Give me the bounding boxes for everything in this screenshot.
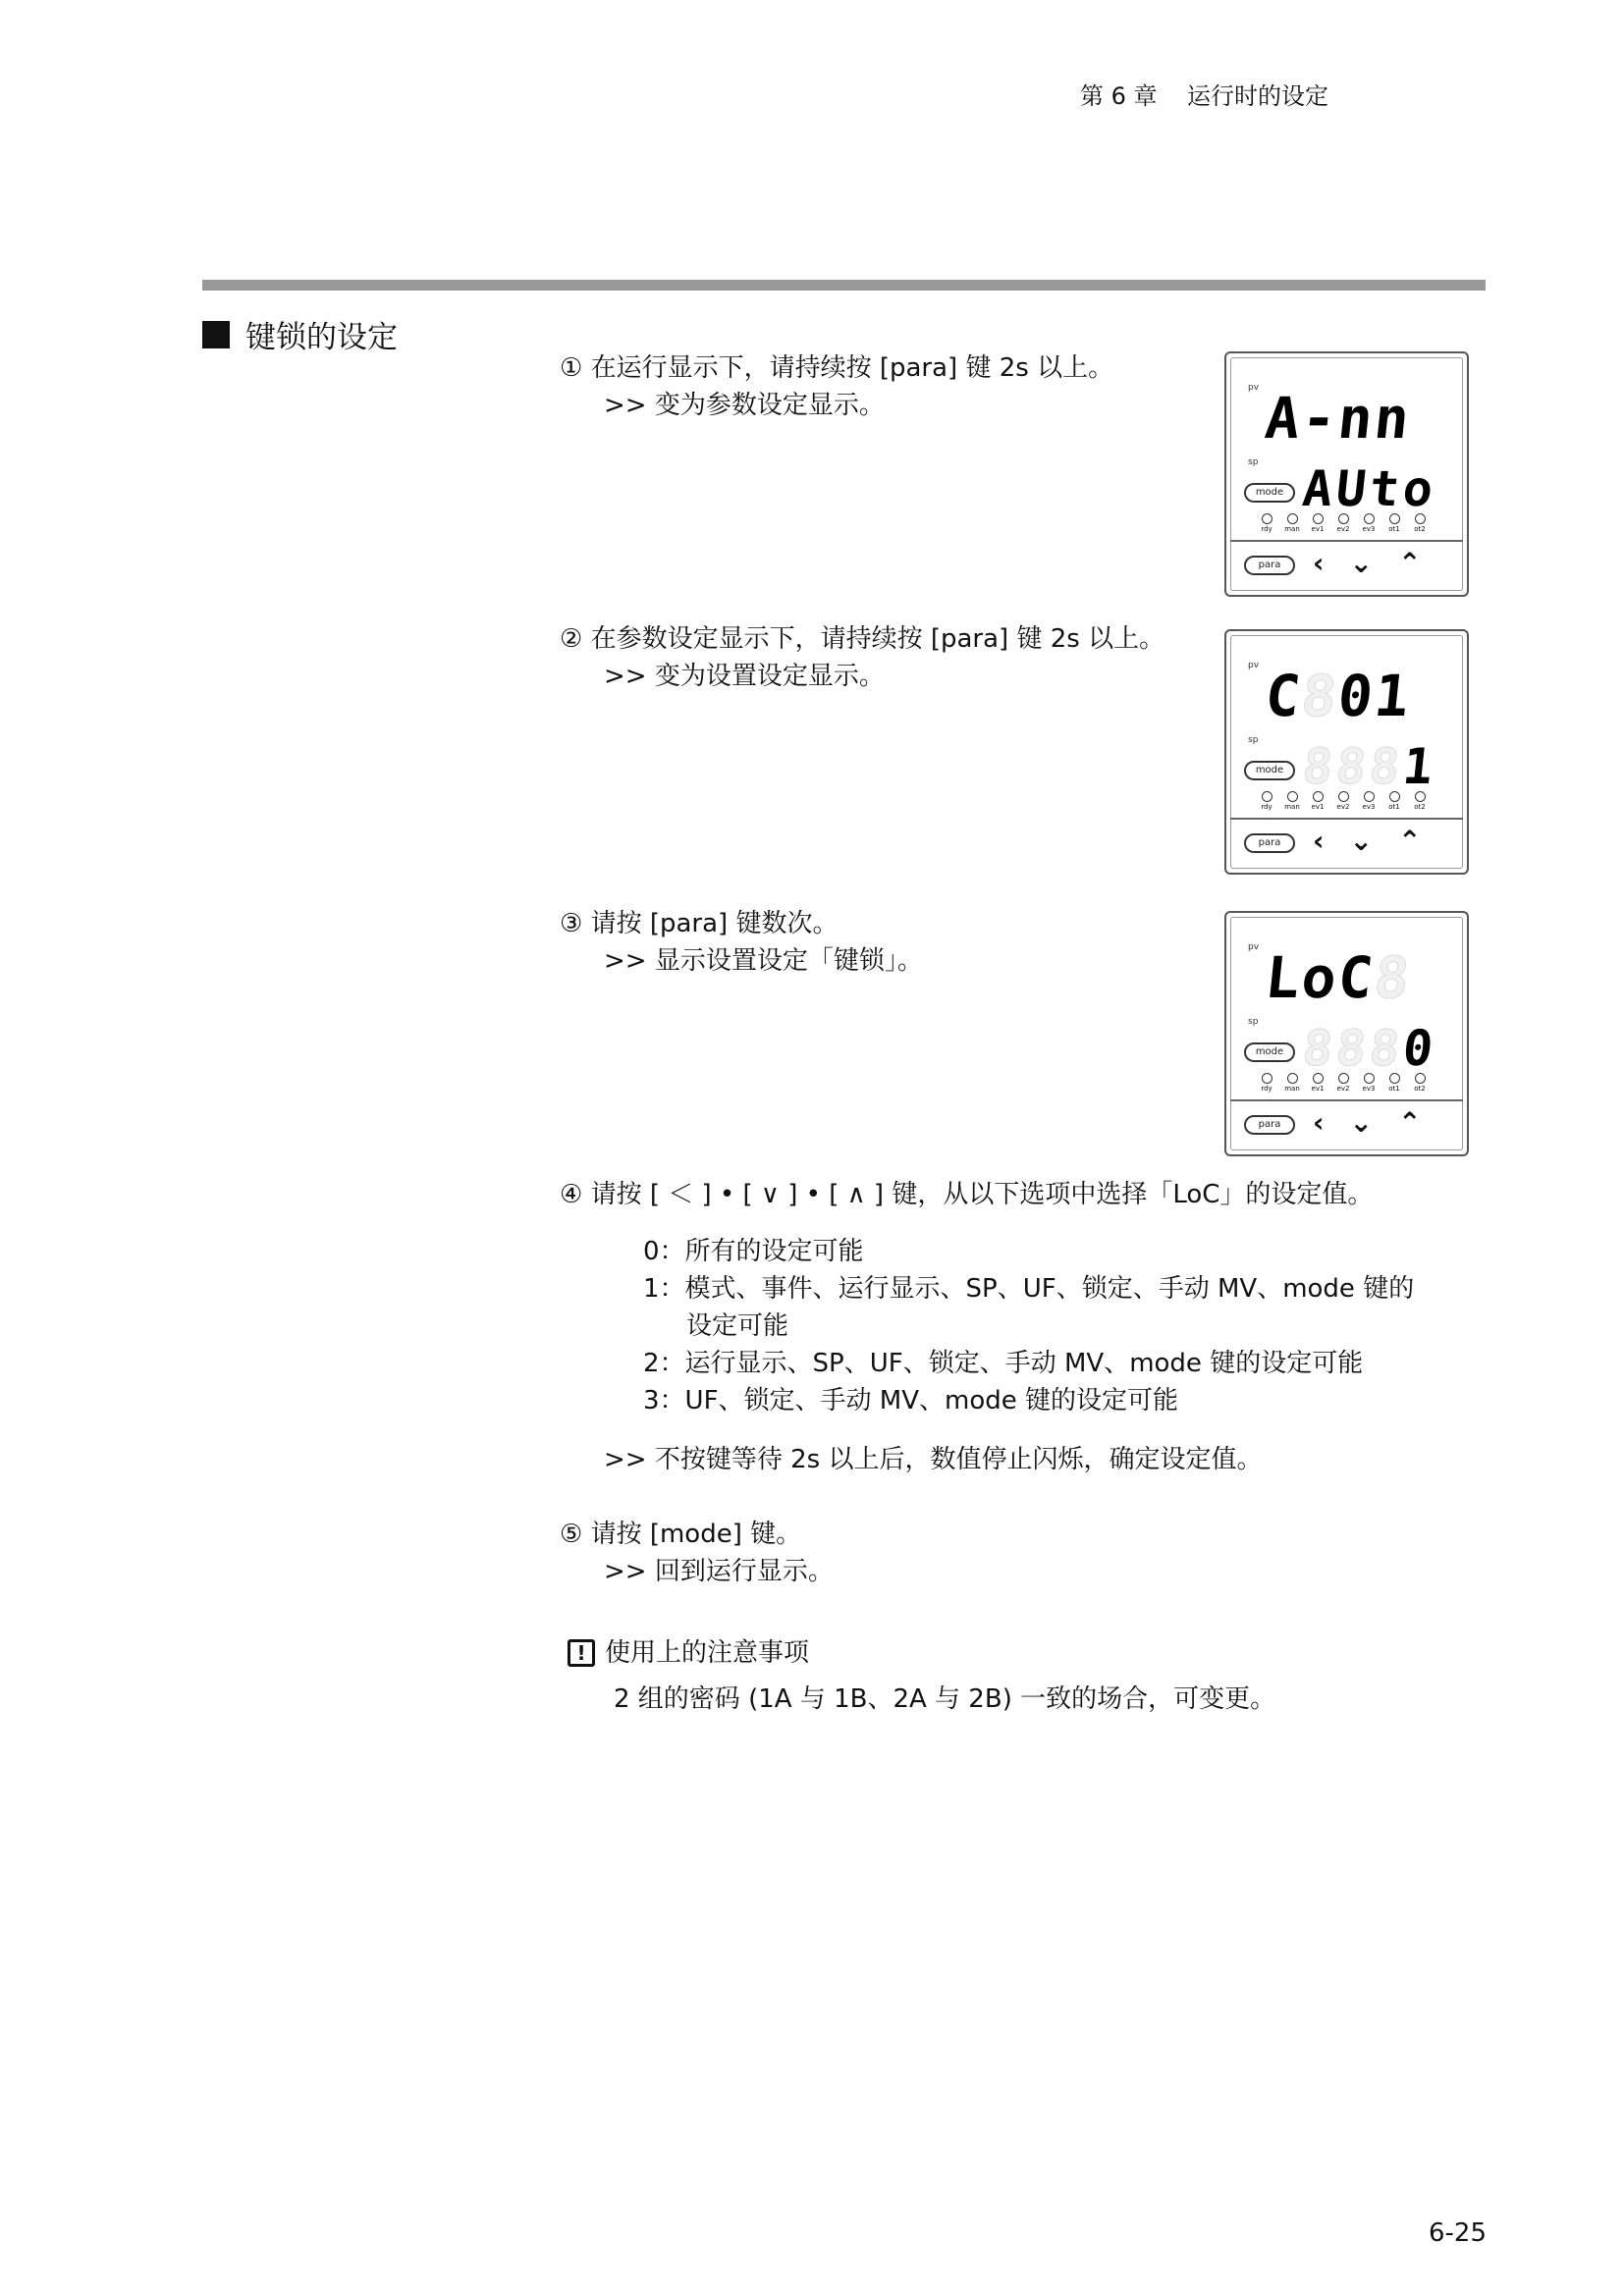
step-3-result: >> 显示设置设定「键锁」。 xyxy=(604,946,923,976)
down-arrow-icon[interactable]: ⌄ xyxy=(1349,547,1374,579)
panel-divider xyxy=(1230,818,1463,820)
indicator-label: ev1 xyxy=(1311,803,1325,811)
step-5 xyxy=(560,1516,834,1590)
indicator-label: rdy xyxy=(1261,525,1272,533)
indicator-label: ev1 xyxy=(1311,1085,1325,1093)
left-arrow-icon[interactable]: ‹ xyxy=(1313,547,1325,579)
indicator-lamp xyxy=(1260,513,1273,533)
indicator-label: man xyxy=(1284,525,1300,533)
indicator-lamp xyxy=(1336,791,1350,811)
indicator-lamp xyxy=(1311,791,1325,811)
sp-digit: 0 xyxy=(1399,1020,1436,1077)
indicator-label: ot1 xyxy=(1388,1085,1400,1093)
pv-digit: n xyxy=(1334,385,1377,452)
arrow-keys xyxy=(1313,547,1422,579)
up-arrow-icon[interactable]: ⌃ xyxy=(1398,825,1422,857)
para-button[interactable]: para xyxy=(1244,1115,1295,1135)
indicator-label: man xyxy=(1284,803,1300,811)
indicator-lamp xyxy=(1285,1073,1299,1093)
indicator-lamp xyxy=(1285,513,1299,533)
pv-digit: o xyxy=(1298,944,1340,1011)
option-3: 3：UF、锁定、手动 MV、mode 键的设定可能 xyxy=(643,1386,1179,1415)
sp-digit: A xyxy=(1299,460,1336,517)
sp-digit: 1 xyxy=(1399,738,1436,795)
step-1-text: ① 在运行显示下，请持续按 [para] 键 2s 以上。 xyxy=(560,353,1114,383)
up-arrow-icon[interactable]: ⌃ xyxy=(1398,1106,1422,1139)
indicator-lamp xyxy=(1387,791,1401,811)
option-0: 0：所有的设定可能 xyxy=(643,1237,864,1266)
pv-digit: L xyxy=(1262,944,1304,1011)
sp-digit: 8 xyxy=(1366,738,1403,795)
lamp-icon xyxy=(1287,1073,1298,1084)
lamp-icon xyxy=(1287,513,1298,524)
pv-digit: 0 xyxy=(1334,663,1377,729)
indicator-label: man xyxy=(1284,1085,1300,1093)
indicator-label: rdy xyxy=(1261,803,1272,811)
indicator-label: ot2 xyxy=(1414,803,1426,811)
lamp-icon xyxy=(1415,1073,1426,1084)
pv-display xyxy=(1262,385,1413,452)
lamp-icon xyxy=(1415,791,1426,802)
controller-panel-3 xyxy=(1224,911,1469,1156)
lamp-icon xyxy=(1338,1073,1349,1084)
indicator-label: ot1 xyxy=(1388,525,1400,533)
indicator-lamp xyxy=(1260,1073,1273,1093)
indicator-lamp xyxy=(1336,513,1350,533)
controller-panel-2 xyxy=(1224,629,1469,875)
sp-display xyxy=(1299,738,1436,795)
sp-digit: 8 xyxy=(1299,738,1336,795)
indicator-lamp xyxy=(1413,513,1427,533)
pv-display xyxy=(1262,944,1413,1011)
step-3 xyxy=(560,905,923,980)
sp-digit: 8 xyxy=(1332,738,1370,795)
left-arrow-icon[interactable]: ‹ xyxy=(1313,1106,1325,1139)
pv-display xyxy=(1262,663,1413,729)
lamp-icon xyxy=(1338,791,1349,802)
section-title: 键锁的设定 xyxy=(245,320,398,355)
pv-digit: 8 xyxy=(1298,663,1340,729)
square-bullet-icon xyxy=(202,321,230,348)
step-5-text: ⑤ 请按 [mode] 键。 xyxy=(560,1520,802,1549)
sp-label: sp xyxy=(1248,735,1259,745)
lamp-icon xyxy=(1415,513,1426,524)
lamp-icon xyxy=(1262,791,1272,802)
step-2 xyxy=(560,620,1164,695)
pv-label: pv xyxy=(1248,661,1260,670)
arrow-keys xyxy=(1313,825,1422,857)
down-arrow-icon[interactable]: ⌄ xyxy=(1349,1106,1374,1139)
indicator-lamp xyxy=(1362,791,1376,811)
indicator-lamp xyxy=(1387,1073,1401,1093)
pv-digit: A xyxy=(1262,385,1304,452)
lamp-icon xyxy=(1389,1073,1400,1084)
sp-digit: 8 xyxy=(1299,1020,1336,1077)
step-4 xyxy=(560,1176,1373,1213)
up-arrow-icon[interactable]: ⌃ xyxy=(1398,547,1422,579)
sp-display xyxy=(1299,460,1436,517)
indicator-lamp xyxy=(1311,513,1325,533)
indicator-lamp xyxy=(1260,791,1273,811)
pv-label: pv xyxy=(1248,942,1260,952)
notice-title: 使用上的注意事项 xyxy=(605,1638,810,1668)
indicator-lamp xyxy=(1311,1073,1325,1093)
option-2: 2：运行显示、SP、UF、锁定、手动 MV、mode 键的设定可能 xyxy=(643,1349,1364,1378)
mode-button[interactable]: mode xyxy=(1244,761,1295,780)
lamp-icon xyxy=(1389,791,1400,802)
indicator-label: ev2 xyxy=(1336,1085,1350,1093)
section-rule xyxy=(202,280,1486,291)
sp-digit: t xyxy=(1366,460,1403,517)
indicator-label: ot2 xyxy=(1414,525,1426,533)
lamp-icon xyxy=(1313,791,1324,802)
lamp-icon xyxy=(1389,513,1400,524)
lamp-icon xyxy=(1313,513,1324,524)
step-2-result: >> 变为设置设定显示。 xyxy=(604,662,885,691)
indicator-label: ev3 xyxy=(1362,1085,1376,1093)
sp-display xyxy=(1299,1020,1436,1077)
step-3-text: ③ 请按 [para] 键数次。 xyxy=(560,909,839,938)
down-arrow-icon[interactable]: ⌄ xyxy=(1349,825,1374,857)
indicator-lamp xyxy=(1336,1073,1350,1093)
lamp-icon xyxy=(1262,513,1272,524)
arrow-keys xyxy=(1313,1106,1422,1139)
sp-label: sp xyxy=(1248,1017,1259,1027)
indicator-lamp xyxy=(1413,791,1427,811)
controller-panel-1 xyxy=(1224,351,1469,597)
option-1: 1：模式、事件、运行显示、SP、UF、锁定、手动 MV、mode 键的 xyxy=(643,1274,1415,1304)
option-1-cont: 设定可能 xyxy=(686,1311,789,1341)
indicator-label: ev3 xyxy=(1362,525,1376,533)
indicator-label: ot1 xyxy=(1388,803,1400,811)
pv-digit: C xyxy=(1262,663,1304,729)
mode-button[interactable]: mode xyxy=(1244,483,1295,503)
sp-label: sp xyxy=(1248,457,1259,467)
sp-digit: 8 xyxy=(1332,1020,1370,1077)
indicator-lamp xyxy=(1362,513,1376,533)
step-4-result: >> 不按键等待 2s 以上后，数值停止闪烁，确定设定值。 xyxy=(604,1445,1263,1474)
pv-digit: 1 xyxy=(1371,663,1413,729)
sp-digit: o xyxy=(1399,460,1436,517)
indicator-label: rdy xyxy=(1261,1085,1272,1093)
step-5-result: >> 回到运行显示。 xyxy=(604,1557,834,1586)
page-number: 6-25 xyxy=(1429,2218,1488,2248)
para-button[interactable]: para xyxy=(1244,833,1295,853)
lamp-icon xyxy=(1262,1073,1272,1084)
lamp-icon xyxy=(1287,791,1298,802)
left-arrow-icon[interactable]: ‹ xyxy=(1313,825,1325,857)
indicator-lamp xyxy=(1285,791,1299,811)
indicator-row xyxy=(1260,791,1427,811)
step-1-result: >> 变为参数设定显示。 xyxy=(604,391,885,420)
indicator-row xyxy=(1260,1073,1427,1093)
para-button[interactable]: para xyxy=(1244,556,1295,575)
indicator-label: ot2 xyxy=(1414,1085,1426,1093)
mode-button[interactable]: mode xyxy=(1244,1042,1295,1062)
chapter-header: 第 6 章 运行时的设定 xyxy=(1080,82,1329,110)
pv-digit: n xyxy=(1371,385,1413,452)
lamp-icon xyxy=(1313,1073,1324,1084)
step-4-text: ④ 请按 [ ＜ ] • [ ∨ ] • [ ∧ ] 键，从以下选项中选择「LoC」的设定值。 xyxy=(560,1180,1374,1209)
pv-digit: C xyxy=(1334,944,1377,1011)
indicator-lamp xyxy=(1362,1073,1376,1093)
sp-digit: U xyxy=(1332,460,1370,517)
step-2-text: ② 在参数设定显示下，请持续按 [para] 键 2s 以上。 xyxy=(560,624,1165,654)
indicator-label: ev2 xyxy=(1336,525,1350,533)
indicator-lamp xyxy=(1413,1073,1427,1093)
pv-digit: 8 xyxy=(1371,944,1413,1011)
pv-digit: - xyxy=(1298,385,1340,452)
exclamation-box-icon: ! xyxy=(568,1639,595,1667)
panel-divider xyxy=(1230,540,1463,542)
pv-label: pv xyxy=(1248,383,1260,393)
notice-text: 2 组的密码 (1A 与 1B、2A 与 2B) 一致的场合，可变更。 xyxy=(614,1684,1276,1714)
sp-digit: 8 xyxy=(1366,1020,1403,1077)
indicator-label: ev1 xyxy=(1311,525,1325,533)
lamp-icon xyxy=(1364,791,1375,802)
lamp-icon xyxy=(1364,513,1375,524)
lamp-icon xyxy=(1338,513,1349,524)
step-1 xyxy=(560,349,1113,424)
indicator-label: ev3 xyxy=(1362,803,1376,811)
indicator-lamp xyxy=(1387,513,1401,533)
panel-divider xyxy=(1230,1099,1463,1101)
option-list xyxy=(643,1233,1414,1419)
notice-heading xyxy=(568,1634,809,1672)
indicator-row xyxy=(1260,513,1427,533)
indicator-label: ev2 xyxy=(1336,803,1350,811)
lamp-icon xyxy=(1364,1073,1375,1084)
section-heading xyxy=(202,312,398,356)
